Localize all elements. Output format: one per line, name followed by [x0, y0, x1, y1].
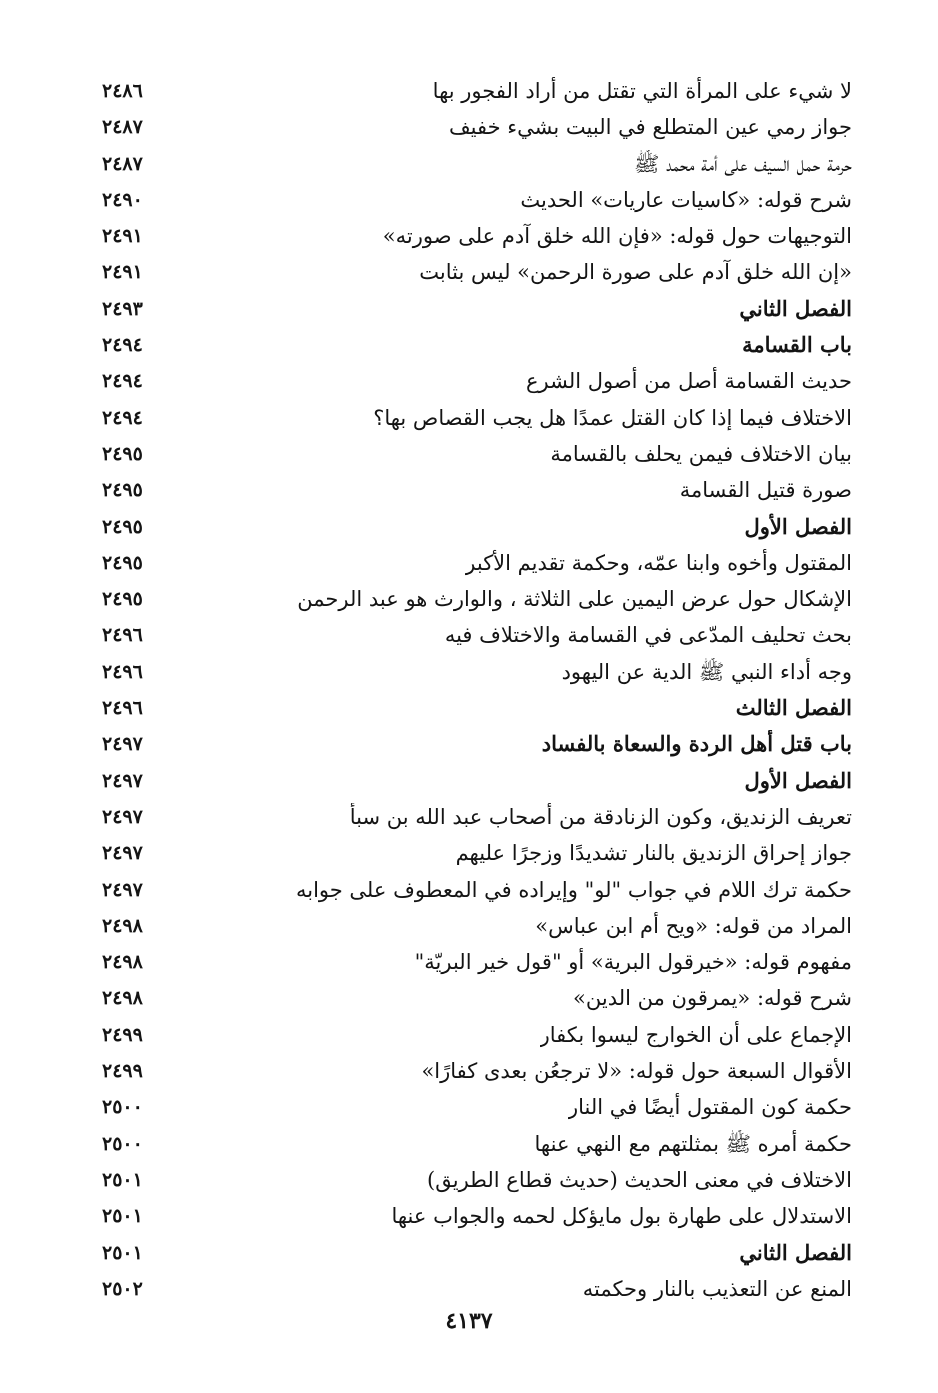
toc-entry	[100, 1271, 852, 1307]
toc-section-heading	[100, 291, 852, 327]
toc-entry-page-number: ٢٤٩٣	[102, 297, 143, 320]
toc-entry	[100, 182, 852, 218]
toc-entry-page-number: ٢٤٩٥	[102, 442, 143, 465]
toc-entry	[100, 1126, 852, 1162]
toc-entry-title: حديث القسامة أصل من أصول الشرع	[525, 369, 852, 394]
toc-entry-page-number: ٢٤٩٥	[102, 551, 143, 574]
toc-entry	[100, 799, 852, 835]
toc-entry-page-number: ٢٤٩٨	[102, 951, 143, 974]
toc-entry-page-number: ٢٥٠١	[102, 1241, 143, 1264]
toc-entry-page-number: ٢٤٩١	[102, 261, 143, 284]
toc-entry	[100, 980, 852, 1016]
toc-entry	[100, 944, 852, 980]
toc-entry-title: الإشكال حول عرض اليمين على الثلاثة ، والوارث هو عبد الرحمن	[297, 587, 852, 612]
toc-entry-title: الأقوال السبعة حول قوله: «لا ترجعُن بعدى كفارًا»	[421, 1059, 852, 1084]
toc-entry	[100, 146, 852, 182]
toc-entry-title: لا شيء على المرأة التي تقتل من أراد الفجور بها	[432, 79, 852, 103]
toc-entry	[100, 254, 852, 290]
toc-entry-page-number: ٢٤٩٥	[102, 515, 143, 538]
toc-entry-title: التوجيهات حول قوله: «فإن الله خلق آدم على صورته»	[382, 224, 852, 249]
toc-entry-title: الفصل الثاني	[739, 295, 852, 321]
toc-entry-page-number: ٢٥٠٢	[102, 1277, 143, 1300]
toc-entry-title: «إن الله خلق آدم على صورة الرحمن» ليس بثابت	[419, 260, 852, 285]
toc-entry-title: المقتول وأخوه وابنا عمّه، وحكمة تقديم الأكبر	[465, 550, 852, 575]
toc-entry-title: مفهوم قوله: «خيرقول البرية» أو "قول خير البريّة"	[414, 950, 852, 975]
toc-entry-page-number: ٢٥٠٠	[102, 1096, 143, 1119]
toc-entry-title: حرمة حمل السيف على أمة محمد ﷺ	[634, 151, 852, 176]
toc-entry-title: بيان الاختلاف فيمن يحلف بالقسامة	[550, 441, 852, 466]
toc-entry	[100, 1053, 852, 1089]
toc-entry	[100, 109, 852, 145]
toc-entry-title: الفصل الثالث	[735, 695, 852, 721]
toc-entry-title: وجه أداء النبي ﷺ الدية عن اليهود	[561, 659, 852, 684]
toc-entry-title: شرح قوله: «كاسيات عاريات» الحديث	[520, 187, 852, 212]
toc-entry	[100, 1017, 852, 1053]
toc-entry-title: باب القسامة	[742, 332, 852, 358]
toc-entry-title: الاختلاف فيما إذا كان القتل عمدًا هل يجب القصاص بها؟	[373, 405, 852, 430]
toc-entry	[100, 1089, 852, 1125]
toc-entry-title: المنع عن التعذيب بالنار وحكمته	[582, 1276, 852, 1301]
toc-entry-title: الاختلاف في معنى الحديث (حديث قطاع الطريق)	[427, 1167, 852, 1192]
toc-entry-page-number: ٢٤٨٧	[102, 152, 143, 175]
toc-entry-page-number: ٢٤٩٥	[102, 479, 143, 502]
toc-entry-title: بحث تحليف المدّعى في القسامة والاختلاف فيه	[444, 623, 852, 648]
toc-section-heading	[100, 1235, 852, 1271]
toc-entry	[100, 1162, 852, 1198]
toc-section-heading	[100, 509, 852, 545]
toc-entry-page-number: ٢٤٩٥	[102, 588, 143, 611]
toc-entry-page-number: ٢٤٩٧	[102, 769, 143, 792]
toc-entry-page-number: ٢٤٩٧	[102, 878, 143, 901]
toc-section-heading	[100, 327, 852, 363]
toc-entry-title: تعريف الزنديق، وكون الزنادقة من أصحاب عبد الله بن سبأ	[349, 804, 852, 829]
toc-entry-title: صورة قتيل القسامة	[679, 478, 852, 503]
toc-entry-page-number: ٢٤٩١	[102, 225, 143, 248]
toc-entry	[100, 1198, 852, 1234]
toc-entry-title: الاستدلال على طهارة بول مايؤكل لحمه والجواب عنها	[391, 1204, 852, 1229]
toc-entry-title: حكمة كون المقتول أيضًا في النار	[567, 1095, 852, 1120]
toc-entry-page-number: ٢٤٩٠	[102, 188, 143, 211]
toc-entry-title: باب قتل أهل الردة والسعاة بالفساد	[541, 731, 852, 757]
page-number-footer: ٤١٣٧	[445, 1308, 493, 1334]
toc-entry-title: حكمة أمره ﷺ بمثلتهم مع النهي عنها	[534, 1131, 852, 1156]
toc-entry-page-number: ٢٤٩٨	[102, 914, 143, 937]
toc-entry	[100, 363, 852, 399]
toc-entry-page-number: ٢٤٨٧	[102, 116, 143, 139]
toc-entry	[100, 218, 852, 254]
toc-entry-title: الفصل الأول	[744, 767, 852, 793]
toc-entry-title: الفصل الأول	[744, 513, 852, 539]
toc-entry-title: شرح قوله: «يمرقون من الدين»	[573, 986, 852, 1011]
toc-entry-title: الإجماع على أن الخوارج ليسوا بكفار	[539, 1022, 852, 1047]
toc-entry-page-number: ٢٥٠١	[102, 1168, 143, 1191]
toc-entry-page-number: ٢٥٠٠	[102, 1132, 143, 1155]
toc-entry	[100, 617, 852, 653]
toc-entry-page-number: ٢٤٩٩	[102, 1023, 143, 1046]
toc-entry-page-number: ٢٤٩٦	[102, 660, 143, 683]
toc-entry	[100, 908, 852, 944]
toc-entry-title: جواز إحراق الزنديق بالنار تشديدًا وزجرًا عليهم	[455, 841, 852, 866]
toc-entry-title: الفصل الثاني	[739, 1239, 852, 1265]
toc-entry	[100, 436, 852, 472]
toc-entry-title: المراد من قوله: «ويح أم ابن عباس»	[535, 913, 852, 938]
toc-entry-page-number: ٢٥٠١	[102, 1205, 143, 1228]
toc-entry	[100, 872, 852, 908]
toc-entry-page-number: ٢٤٩٦	[102, 624, 143, 647]
toc-entry-page-number: ٢٤٩٧	[102, 733, 143, 756]
toc-entry-title: جواز رمي عين المتطلع في البيت بشيء خفيف	[448, 115, 852, 140]
toc-entry-page-number: ٢٤٩٨	[102, 987, 143, 1010]
toc-entry-page-number: ٢٤٨٦	[102, 80, 143, 102]
toc-entry	[100, 545, 852, 581]
table-of-contents	[100, 73, 852, 1307]
toc-entry-page-number: ٢٤٩٩	[102, 1060, 143, 1083]
toc-entry-page-number: ٢٤٩٤	[102, 406, 143, 429]
toc-entry	[100, 654, 852, 690]
toc-section-heading	[100, 726, 852, 762]
toc-section-heading	[100, 763, 852, 799]
toc-entry-page-number: ٢٤٩٤	[102, 334, 143, 357]
toc-entry	[100, 835, 852, 871]
toc-entry-page-number: ٢٤٩٧	[102, 805, 143, 828]
toc-entry-title: حكمة ترك اللام في جواب "لو" وإيراده في المعطوف على جوابه	[295, 877, 852, 902]
toc-entry-page-number: ٢٤٩٧	[102, 842, 143, 865]
toc-entry	[100, 400, 852, 436]
toc-entry	[100, 73, 852, 109]
toc-entry-page-number: ٢٤٩٦	[102, 697, 143, 720]
toc-entry	[100, 581, 852, 617]
toc-section-heading	[100, 690, 852, 726]
toc-entry	[100, 472, 852, 508]
toc-entry-page-number: ٢٤٩٤	[102, 370, 143, 393]
